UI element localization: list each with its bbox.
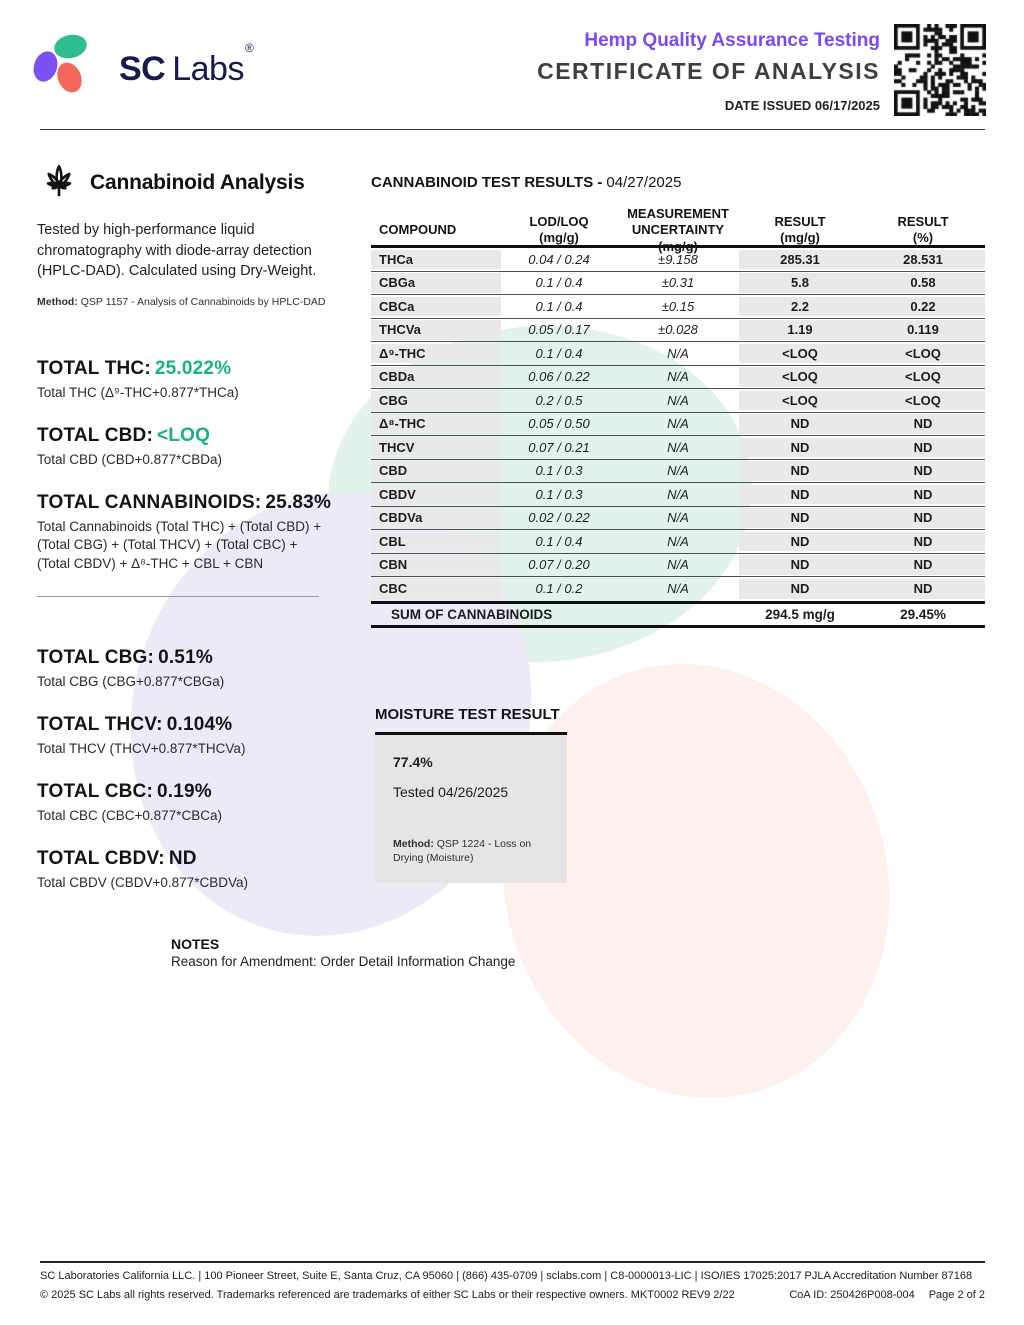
cannabis-leaf-icon	[37, 161, 81, 205]
table-row	[371, 366, 985, 390]
uncertainty-value: N/A	[667, 439, 689, 455]
totals-divider	[37, 596, 319, 597]
total-value: ND	[168, 848, 197, 870]
lod-loq-value: 0.04 / 0.24	[528, 251, 590, 267]
total-value: 0.104%	[166, 714, 233, 736]
compound-name: CBG	[371, 391, 501, 411]
sum-row	[371, 601, 985, 628]
footer-page-number: Page 2 of 2	[928, 1289, 985, 1301]
uncertainty-value: N/A	[667, 463, 689, 479]
total-value: 0.51%	[158, 646, 213, 668]
table-row	[371, 342, 985, 366]
result-mg-value: ND	[739, 461, 861, 481]
uncertainty-value: N/A	[667, 369, 689, 385]
moisture-tested-date: Tested 04/26/2025	[393, 784, 509, 800]
result-pct-value: ND	[861, 485, 985, 505]
result-mg-value: ND	[739, 438, 861, 458]
compound-name: THCa	[371, 250, 501, 270]
total-block	[37, 358, 332, 402]
moisture-value: 77.4%	[393, 754, 433, 770]
results-title-label: CANNABINOID TEST RESULTS -	[371, 174, 603, 191]
compound-name: Δ⁸-THC	[371, 414, 501, 434]
lod-loq-value: 0.1 / 0.4	[535, 533, 583, 549]
result-mg-value: <LOQ	[739, 344, 861, 364]
results-table	[371, 206, 985, 628]
cannabinoid-results-panel	[371, 174, 985, 628]
compound-name: Δ⁹-THC	[371, 344, 501, 364]
totals-secondary-list	[37, 647, 332, 893]
method-label: Method:	[37, 295, 78, 308]
total-heading: TOTAL CBG: 0.51%	[37, 646, 213, 668]
total-heading: TOTAL THCV: 0.104%	[37, 714, 233, 736]
total-heading: TOTAL CBDV: ND	[37, 848, 197, 870]
result-pct-value: 0.119	[861, 320, 985, 340]
compound-name: THCV	[371, 438, 501, 458]
column-header: MEASUREMENT UNCERTAINTY (mg/g)	[627, 206, 729, 254]
total-value: <LOQ	[157, 424, 211, 446]
results-table-body	[371, 248, 985, 601]
uncertainty-value: ±0.15	[661, 298, 695, 314]
qr-code	[894, 24, 986, 116]
result-pct-value: ND	[861, 438, 985, 458]
compound-name: CBC	[371, 579, 501, 600]
sc-labs-logo-icon	[33, 34, 95, 96]
result-mg-value: ND	[739, 414, 861, 434]
result-mg-value: 5.8	[739, 273, 861, 293]
notes-section	[171, 936, 691, 969]
total-formula: Total THCV (THCV+0.877*THCVa)	[37, 741, 246, 757]
uncertainty-value: N/A	[667, 486, 689, 502]
lod-loq-value: 0.1 / 0.4	[535, 298, 583, 314]
total-heading: TOTAL CBD: <LOQ	[37, 424, 211, 446]
section-head	[37, 161, 332, 205]
table-row	[371, 460, 985, 484]
compound-name: CBD	[371, 461, 501, 481]
table-row	[371, 554, 985, 578]
footer-divider	[40, 1261, 985, 1263]
uncertainty-value: ±9.158	[658, 251, 698, 267]
result-pct-value: 0.22	[861, 297, 985, 317]
results-table-header	[371, 206, 985, 254]
moisture-method	[393, 837, 551, 865]
analysis-method	[37, 296, 332, 308]
table-row	[371, 530, 985, 554]
compound-name: CBDa	[371, 367, 501, 387]
total-block	[37, 714, 332, 758]
logo-oval-coral	[53, 59, 87, 97]
lod-loq-value: 0.1 / 0.3	[535, 486, 583, 502]
table-row	[371, 295, 985, 319]
sum-result-pct: 29.45%	[900, 606, 946, 622]
result-pct-value: <LOQ	[861, 391, 985, 411]
notes-body: Reason for Amendment: Order Detail Information Change	[171, 954, 516, 969]
result-mg-value: <LOQ	[739, 391, 861, 411]
section-title: Cannabinoid Analysis	[90, 171, 305, 194]
lod-loq-value: 0.2 / 0.5	[535, 392, 583, 408]
registered-mark: ®	[244, 41, 254, 55]
uncertainty-value: ±0.028	[658, 322, 698, 338]
result-mg-value: 285.31	[739, 250, 861, 270]
total-formula: Total CBG (CBG+0.877*CBGa)	[37, 673, 225, 689]
total-block	[37, 492, 332, 573]
total-heading: TOTAL CANNABINOIDS: 25.83%	[37, 492, 332, 514]
result-mg-value: ND	[739, 485, 861, 505]
lod-loq-value: 0.1 / 0.4	[535, 275, 583, 291]
result-pct-value: ND	[861, 414, 985, 434]
masthead	[537, 30, 880, 113]
brand-labs: Labs	[172, 50, 244, 88]
total-formula: Total CBDV (CBDV+0.877*CBDVa)	[37, 875, 248, 891]
brand-sc: SC	[119, 50, 166, 88]
uncertainty-value: N/A	[667, 557, 689, 573]
sc-labs-logo	[33, 34, 253, 96]
footer-right	[775, 1289, 985, 1301]
lod-loq-value: 0.1 / 0.3	[535, 463, 583, 479]
table-row	[371, 319, 985, 343]
header-divider	[40, 129, 985, 130]
compound-name: THCVa	[371, 320, 501, 340]
moisture-title: MOISTURE TEST RESULT	[375, 706, 560, 723]
table-row	[371, 248, 985, 272]
total-block	[37, 781, 332, 825]
result-pct-value: <LOQ	[861, 367, 985, 387]
lod-loq-value: 0.05 / 0.17	[528, 322, 590, 338]
result-mg-value: ND	[739, 579, 861, 600]
result-mg-value: 2.2	[739, 297, 861, 317]
footer	[40, 1270, 985, 1301]
uncertainty-value: N/A	[667, 533, 689, 549]
result-mg-value: 1.19	[739, 320, 861, 340]
result-pct-value: ND	[861, 461, 985, 481]
result-pct-value: ND	[861, 532, 985, 552]
table-row	[371, 507, 985, 531]
uncertainty-value: N/A	[667, 510, 689, 526]
uncertainty-value: N/A	[667, 392, 689, 408]
table-row	[371, 272, 985, 296]
result-mg-value: ND	[739, 532, 861, 552]
total-formula: Total CBD (CBD+0.877*CBDa)	[37, 451, 222, 467]
moisture-result-box	[375, 735, 567, 883]
lod-loq-value: 0.06 / 0.22	[528, 369, 590, 385]
lod-loq-value: 0.1 / 0.4	[535, 345, 583, 361]
result-mg-value: <LOQ	[739, 367, 861, 387]
analysis-description: Tested by high-performance liquid chromatography with diode-array detection (HPLC-DAD). Calculated using Dry-Weight.	[37, 222, 317, 280]
lod-loq-value: 0.05 / 0.50	[528, 416, 590, 432]
lod-loq-value: 0.07 / 0.20	[528, 557, 590, 573]
compound-name: CBCa	[371, 297, 501, 317]
column-header: LOD/LOQ (mg/g)	[529, 214, 589, 246]
results-title	[371, 174, 985, 191]
total-block	[37, 647, 332, 691]
logo-oval-green	[52, 32, 89, 61]
total-value: 25.83%	[265, 492, 332, 514]
total-formula: Total CBC (CBC+0.877*CBCa)	[37, 808, 222, 824]
compound-name: CBN	[371, 555, 501, 575]
result-mg-value: ND	[739, 555, 861, 575]
column-header: COMPOUND	[379, 222, 457, 238]
table-row	[371, 577, 985, 601]
uncertainty-value: ±0.31	[661, 275, 695, 291]
totals-primary-list	[37, 358, 332, 573]
total-value: 0.19%	[157, 781, 212, 803]
compound-name: CBL	[371, 532, 501, 552]
total-formula: Total THC (Δ⁹-THC+0.877*THCa)	[37, 384, 239, 400]
column-header: RESULT (%)	[897, 214, 949, 246]
uncertainty-value: N/A	[667, 581, 689, 597]
result-mg-value: ND	[739, 508, 861, 528]
table-row	[371, 483, 985, 507]
moisture-method-text: QSP 1224 - Loss on Drying (Moisture)	[393, 838, 532, 865]
total-formula: Total Cannabinoids (Total THC) + (Total CBD) + (Total CBG) + (Total THCV) + (Total CBC) + (Total CBDV) + Δ⁸-THC + CBL + CBN	[37, 519, 322, 571]
column-header: RESULT (mg/g)	[774, 214, 826, 246]
total-block	[37, 848, 332, 892]
moisture-panel	[375, 706, 567, 883]
result-pct-value: ND	[861, 508, 985, 528]
lod-loq-value: 0.02 / 0.22	[528, 510, 590, 526]
total-value: 25.022%	[154, 357, 232, 379]
method-text: QSP 1157 - Analysis of Cannabinoids by HPLC-DAD	[80, 295, 326, 308]
program-title: Hemp Quality Assurance Testing	[584, 30, 880, 51]
lod-loq-value: 0.07 / 0.21	[528, 439, 590, 455]
table-row	[371, 389, 985, 413]
brand-wordmark	[119, 41, 253, 89]
result-pct-value: 0.58	[861, 273, 985, 293]
result-pct-value: <LOQ	[861, 344, 985, 364]
compound-name: CBDVa	[371, 508, 501, 528]
document-title: CERTIFICATE OF ANALYSIS	[537, 58, 880, 84]
compound-name: CBDV	[371, 485, 501, 505]
uncertainty-value: N/A	[667, 345, 689, 361]
uncertainty-value: N/A	[667, 416, 689, 432]
total-heading: TOTAL CBC: 0.19%	[37, 781, 212, 803]
total-block	[37, 425, 332, 469]
results-date: 04/27/2025	[606, 174, 682, 191]
result-pct-value: 28.531	[861, 250, 985, 270]
compound-name: CBGa	[371, 273, 501, 293]
sum-label: SUM OF CANNABINOIDS	[391, 606, 553, 622]
lod-loq-value: 0.1 / 0.2	[535, 581, 583, 597]
result-pct-value: ND	[861, 555, 985, 575]
footer-coa-id: CoA ID: 250426P008-004	[789, 1289, 915, 1301]
date-issued: DATE ISSUED 06/17/2025	[724, 98, 880, 113]
moisture-method-label: Method:	[393, 838, 434, 850]
sum-result-mg: 294.5 mg/g	[765, 606, 835, 622]
total-heading: TOTAL THC: 25.022%	[37, 357, 232, 379]
table-row	[371, 413, 985, 437]
notes-title: NOTES	[171, 936, 220, 952]
result-pct-value: ND	[861, 579, 985, 600]
footer-copyright: © 2025 SC Labs all rights reserved. Trademarks referenced are trademarks of either SC Labs or their respective owners. MKT0002 REV9 2/22	[40, 1289, 735, 1301]
footer-lab-info: SC Laboratories California LLC. | 100 Pioneer Street, Suite E, Santa Cruz, CA 95060 | (866) 435-0709 | sclabs.com | C8-0000013-LIC | ISO/IES 17025:2017 PJLA Accreditation Number 87168	[40, 1270, 973, 1282]
cannabinoid-analysis-panel	[37, 161, 332, 916]
table-row	[371, 436, 985, 460]
